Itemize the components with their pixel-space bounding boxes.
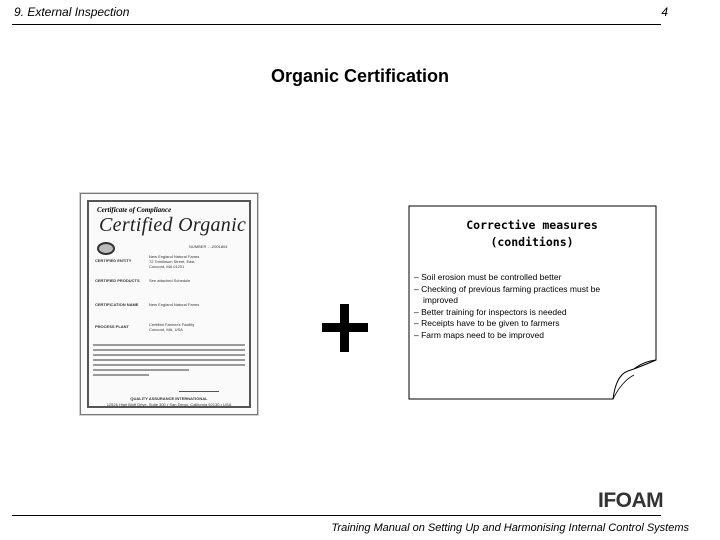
certificate-row-label: CERTIFIED ENTITY: [95, 258, 132, 263]
conditions-list: [414, 272, 604, 341]
certificate-row-value: New England Natural Farms: [149, 302, 200, 307]
certificate-fine-print: [93, 364, 245, 366]
note-heading-line2: (conditions): [490, 235, 574, 249]
certificate-row-value: See attached Schedule: [149, 278, 191, 283]
certificate-image: [80, 193, 258, 415]
list-item: – Farm maps need to be improved: [414, 329, 544, 340]
page-number: 4: [661, 5, 668, 19]
certificate-title: Certified Organic: [99, 214, 247, 236]
ifoam-logo: IFOAM: [598, 489, 664, 512]
note-heading-line1: Corrective measures: [466, 218, 598, 232]
certificate-fine-print: [93, 349, 245, 351]
certificate-signature: [179, 387, 219, 392]
certificate-issuer: QUALITY ASSURANCE INTERNATIONAL: [130, 396, 208, 401]
certificate-fine-print: [93, 354, 245, 356]
certificate-seal-icon: [97, 242, 115, 255]
list-item: – Soil erosion must be controlled better: [414, 272, 562, 282]
list-item: – Receipts have to be given to farmers: [414, 318, 560, 328]
certificate-row-value: New England Natural Farms 72 Tomlinson Street, East Concord, MA 01201: [149, 254, 200, 269]
certificate-row-value: Certified Farmer's Facility Concord, MA, USA: [149, 322, 195, 332]
list-item: – Checking of previous farming practices must be improved: [414, 283, 601, 305]
footer-text: Training Manual on Setting Up and Harmonising Internal Control Systems: [331, 522, 689, 534]
certificate-row-label: CERTIFIED PRODUCTS: [95, 278, 140, 283]
certificate-row-label: CERTIFICATION NAME: [95, 302, 139, 307]
certificate-fine-print: [93, 344, 245, 346]
certificate-number: NUMBER ....2001804: [189, 244, 228, 249]
note-heading: [408, 217, 656, 251]
certificate-row-label: PROCESS PLANT: [95, 324, 130, 329]
header-divider: [12, 24, 661, 25]
certificate-issuer-address: 12526 High Bluff Drive, Suite 300 • San Diego, California 92130 • USA: [106, 402, 232, 407]
certificate-heading: Certificate of Compliance: [97, 206, 172, 214]
footer-divider: [12, 515, 661, 516]
certificate-fine-print: [93, 369, 189, 371]
certificate-fine-print: [93, 359, 245, 361]
list-item: – Better training for inspectors is needed: [414, 306, 567, 317]
slide-title: Organic Certification: [270, 66, 450, 86]
certificate-border: [87, 200, 251, 408]
certificate-fine-print: [93, 374, 149, 376]
plus-icon: [322, 304, 368, 352]
section-label: 9. External Inspection: [14, 5, 130, 19]
